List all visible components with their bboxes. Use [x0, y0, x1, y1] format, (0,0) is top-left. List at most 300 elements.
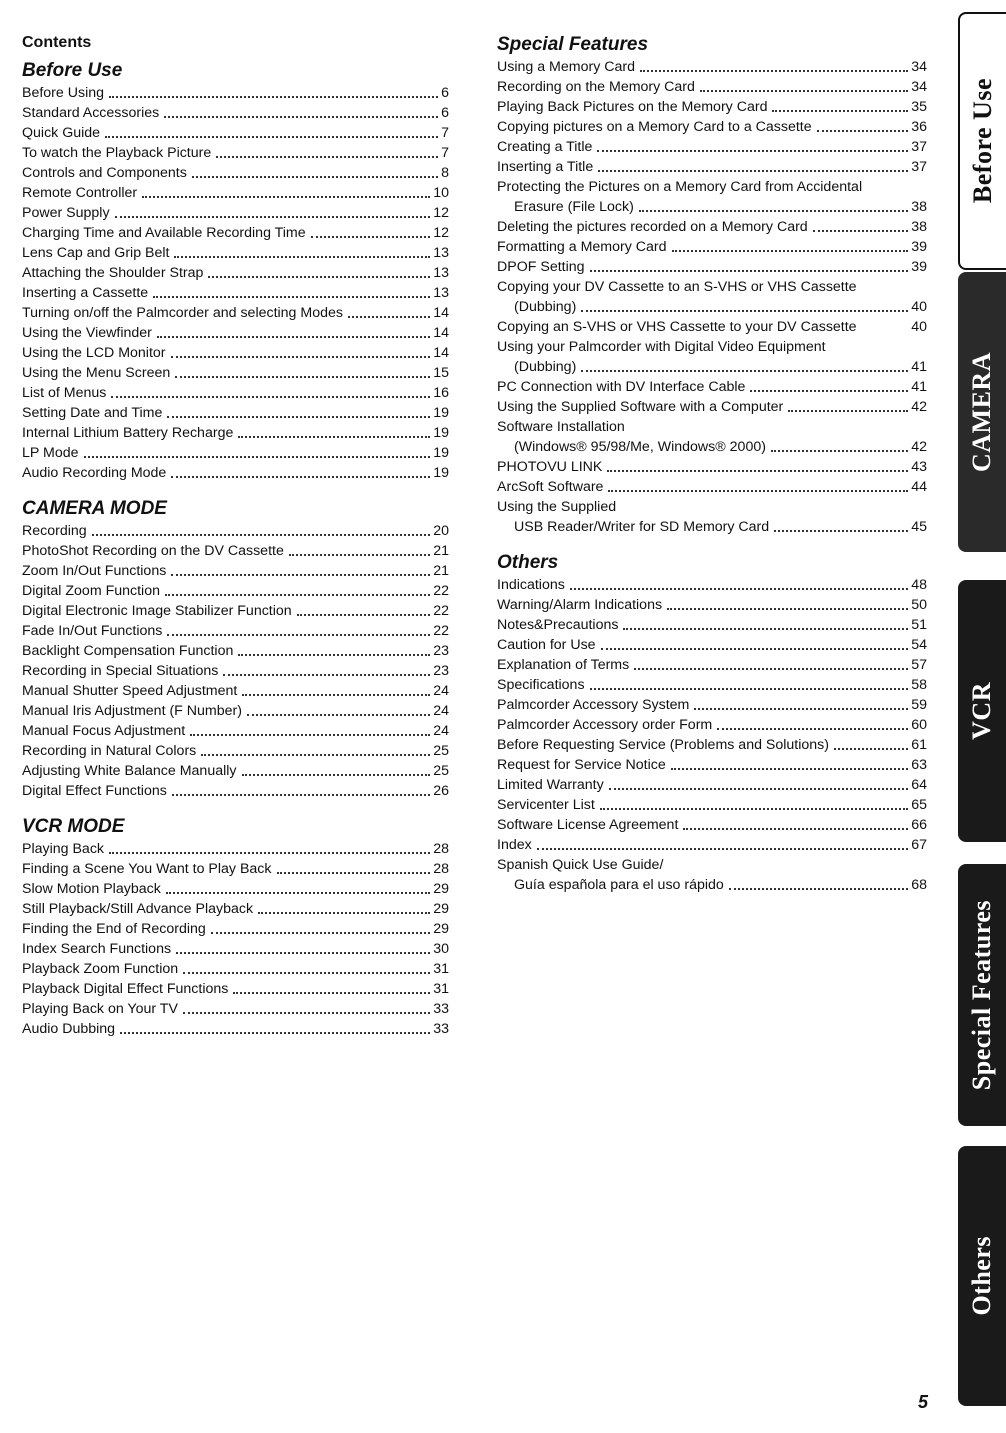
- toc-entry-title: Slow Motion Playback: [22, 881, 161, 897]
- toc-entry-page: 19: [433, 405, 449, 421]
- toc-entry-title: Recording on the Memory Card: [497, 79, 695, 95]
- toc-entry-page: 21: [433, 563, 449, 579]
- dot-leader: [190, 734, 430, 736]
- section-title-before-use: Before Use: [22, 60, 123, 81]
- toc-entry: [22, 721, 449, 741]
- toc-entry-title: Using the Viewfinder: [22, 325, 152, 341]
- toc-entry-title: Playback Digital Effect Functions: [22, 981, 229, 997]
- section-title-special-features: Special Features: [497, 34, 649, 55]
- dot-leader: [817, 130, 909, 132]
- toc-entry: [22, 263, 449, 283]
- toc-entry-page: 41: [911, 359, 927, 375]
- toc-entry: [22, 183, 449, 203]
- tab-vcr: [958, 580, 1006, 842]
- contents-left-column: [22, 33, 449, 1053]
- toc-entry-page: 25: [433, 743, 449, 759]
- section-others: [497, 551, 927, 895]
- toc-entry-title: DPOF Setting: [497, 259, 585, 275]
- toc-entry-title: PhotoShot Recording on the DV Cassette: [22, 543, 284, 559]
- dot-leader: [774, 530, 908, 532]
- toc-entry-page: 54: [911, 637, 927, 653]
- toc-entry: [497, 397, 927, 417]
- toc-entry: [497, 97, 927, 117]
- dot-leader: [216, 156, 438, 158]
- dot-leader: [120, 1032, 430, 1034]
- toc-entry-title: Digital Effect Functions: [22, 783, 167, 799]
- section-special-features: [497, 33, 927, 537]
- toc-entry: [22, 383, 449, 403]
- toc-entry-page: 31: [433, 981, 449, 997]
- toc-entry-page: 48: [911, 577, 927, 593]
- toc-entry-title: Recording in Natural Colors: [22, 743, 197, 759]
- toc-entry-title: Digital Electronic Image Stabilizer Function: [22, 603, 292, 619]
- dot-leader: [238, 654, 430, 656]
- toc-entry: [22, 661, 449, 681]
- toc-entry-page: 34: [911, 59, 927, 75]
- toc-entry-title: Finding a Scene You Want to Play Back: [22, 861, 272, 877]
- toc-entry-page: 22: [433, 583, 449, 599]
- toc-entry-heading: Software Installation: [497, 419, 625, 435]
- toc-entry-title: Manual Shutter Speed Adjustment: [22, 683, 238, 699]
- dot-leader: [157, 336, 430, 338]
- toc-entry: [22, 443, 449, 463]
- toc-entry-title: Using the Menu Screen: [22, 365, 171, 381]
- toc-entry: [497, 357, 927, 377]
- toc-entry-page: 51: [911, 617, 927, 633]
- toc-entry-title: Playing Back: [22, 841, 105, 857]
- toc-entry-page: 23: [433, 663, 449, 679]
- dot-leader: [115, 216, 431, 218]
- toc-entry: [497, 595, 927, 615]
- dot-leader: [590, 270, 909, 272]
- toc-entry: [22, 283, 449, 303]
- toc-entry-title: Copying an S-VHS or VHS Cassette to your DV Cassette: [497, 319, 857, 335]
- toc-entry: [497, 615, 927, 635]
- toc-entry-page: 13: [433, 285, 449, 301]
- toc-entry-page: 33: [433, 1001, 449, 1017]
- toc-entry-page: 59: [911, 697, 927, 713]
- toc-entry-title: Recording in Special Situations: [22, 663, 219, 679]
- toc-entry: [497, 257, 927, 277]
- toc-entry-page: 29: [433, 901, 449, 917]
- toc-entry-title: Turning on/off the Palmcorder and selecting Modes: [22, 305, 343, 321]
- toc-entry-title: Notes&Precautions: [497, 617, 619, 633]
- toc-entry-page: 14: [433, 345, 449, 361]
- toc-entry-page: 63: [911, 757, 927, 773]
- toc-entry-title: Index: [497, 837, 532, 853]
- dot-leader: [258, 912, 430, 914]
- toc-entry-title: ArcSoft Software: [497, 479, 604, 495]
- contents-title: Contents: [22, 34, 92, 51]
- dot-leader: [183, 1012, 430, 1014]
- toc-entry-title: USB Reader/Writer for SD Memory Card: [514, 519, 770, 535]
- toc-entry-title: Specifications: [497, 677, 585, 693]
- toc-entry-title: Recording: [22, 523, 87, 539]
- dot-leader: [201, 754, 430, 756]
- toc-entry-title: Audio Dubbing: [22, 1021, 116, 1037]
- entry-list-others: [497, 575, 927, 895]
- toc-entry-page: 40: [911, 319, 927, 335]
- toc-entry-page: 50: [911, 597, 927, 613]
- toc-entry-page: 44: [911, 479, 927, 495]
- toc-entry-title: Index Search Functions: [22, 941, 172, 957]
- dot-leader: [105, 136, 438, 138]
- section-before-use: [22, 59, 449, 483]
- toc-entry-title: Playback Zoom Function: [22, 961, 179, 977]
- entry-list-vcr-mode: [22, 839, 449, 1039]
- dot-leader: [183, 972, 430, 974]
- toc-entry-title: Internal Lithium Battery Recharge: [22, 425, 234, 441]
- toc-entry-title: Standard Accessories: [22, 105, 160, 121]
- toc-entry: [497, 57, 927, 77]
- dot-leader: [813, 230, 909, 232]
- toc-entry-page: 39: [911, 259, 927, 275]
- toc-entry: [22, 463, 449, 483]
- toc-entry: [22, 203, 449, 223]
- toc-entry: [22, 223, 449, 243]
- toc-entry: [22, 919, 449, 939]
- toc-entry-title: Guía española para el uso rápido: [514, 877, 724, 893]
- toc-entry: [497, 377, 927, 397]
- dot-leader: [153, 296, 430, 298]
- toc-entry-page: 38: [911, 219, 927, 235]
- section-camera-mode: [22, 497, 449, 801]
- toc-entry: [22, 761, 449, 781]
- toc-entry-page: 65: [911, 797, 927, 813]
- toc-entry-title: Erasure (File Lock): [514, 199, 634, 215]
- toc-entry-page: 43: [911, 459, 927, 475]
- toc-entry-page: 16: [433, 385, 449, 401]
- toc-entry-title: LP Mode: [22, 445, 79, 461]
- toc-entry: [497, 77, 927, 97]
- dot-leader: [667, 608, 908, 610]
- toc-entry-title: Before Requesting Service (Problems and Solutions): [497, 737, 829, 753]
- toc-entry-page: 45: [911, 519, 927, 535]
- dot-leader: [277, 872, 431, 874]
- toc-entry-title: Servicenter List: [497, 797, 595, 813]
- toc-entry-title: Setting Date and Time: [22, 405, 163, 421]
- toc-entry: [497, 735, 927, 755]
- toc-entry-page: 20: [433, 523, 449, 539]
- toc-entry-page: 13: [433, 265, 449, 281]
- toc-entry: [22, 403, 449, 423]
- toc-entry-title: Formatting a Memory Card: [497, 239, 667, 255]
- toc-entry-title: Remote Controller: [22, 185, 138, 201]
- toc-entry: [497, 575, 927, 595]
- dot-leader: [297, 614, 431, 616]
- toc-entry: [497, 217, 927, 237]
- dot-leader: [537, 848, 909, 850]
- tab-others: [958, 1146, 1006, 1406]
- toc-entry-page: 19: [433, 445, 449, 461]
- section-title-vcr-mode: VCR MODE: [22, 816, 125, 837]
- toc-entry: [497, 197, 927, 217]
- dot-leader: [348, 316, 430, 318]
- dot-leader: [172, 794, 430, 796]
- dot-leader: [233, 992, 430, 994]
- toc-entry-title: Request for Service Notice: [497, 757, 666, 773]
- toc-entry: [497, 775, 927, 795]
- toc-entry: [497, 477, 927, 497]
- toc-entry: [22, 303, 449, 323]
- toc-entry-page: 41: [911, 379, 927, 395]
- dot-leader: [223, 674, 430, 676]
- toc-entry-title: Palmcorder Accessory order Form: [497, 717, 713, 733]
- toc-entry: [497, 517, 927, 537]
- dot-leader: [289, 554, 430, 556]
- toc-entry: [497, 297, 927, 317]
- toc-entry-page: 10: [433, 185, 449, 201]
- toc-entry: [22, 123, 449, 143]
- entry-list-special-features: [497, 57, 927, 537]
- toc-entry-title: PHOTOVU LINK: [497, 459, 603, 475]
- toc-entry-title: Palmcorder Accessory System: [497, 697, 690, 713]
- toc-entry-title: Deleting the pictures recorded on a Memory Card: [497, 219, 808, 235]
- toc-entry: [497, 795, 927, 815]
- toc-entry-page: 34: [911, 79, 927, 95]
- toc-entry-page: 31: [433, 961, 449, 977]
- toc-entry-title: Inserting a Cassette: [22, 285, 149, 301]
- toc-entry-page: 7: [441, 145, 449, 161]
- toc-entry-page: 42: [911, 439, 927, 455]
- dot-leader: [92, 534, 431, 536]
- tab-camera: [958, 272, 1006, 552]
- dot-leader: [165, 594, 430, 596]
- toc-entry-page: 60: [911, 717, 927, 733]
- entry-list-camera-mode: [22, 521, 449, 801]
- toc-entry: [22, 741, 449, 761]
- tab-label-others: Others: [967, 1236, 996, 1316]
- toc-entry-title: Power Supply: [22, 205, 110, 221]
- dot-leader: [771, 450, 908, 452]
- dot-leader: [623, 628, 908, 630]
- tab-label-camera: CAMERA: [967, 352, 996, 472]
- toc-entry-title: Backlight Compensation Function: [22, 643, 234, 659]
- toc-entry-title: Using a Memory Card: [497, 59, 635, 75]
- toc-entry: [497, 875, 927, 895]
- toc-entry: [497, 457, 927, 477]
- dot-leader: [729, 888, 908, 890]
- dot-leader: [174, 256, 430, 258]
- dot-leader: [311, 236, 431, 238]
- dot-leader: [581, 370, 908, 372]
- toc-entry-page: 12: [433, 205, 449, 221]
- toc-entry: [22, 781, 449, 801]
- toc-entry: [22, 1019, 449, 1039]
- toc-entry: [22, 839, 449, 859]
- toc-entry: [22, 701, 449, 721]
- tab-before-use: [958, 12, 1006, 270]
- toc-entry-page: 33: [433, 1021, 449, 1037]
- toc-entry-page: 21: [433, 543, 449, 559]
- toc-entry-page: 13: [433, 245, 449, 261]
- toc-entry-page: 58: [911, 677, 927, 693]
- toc-entry-title: (Dubbing): [514, 359, 577, 375]
- toc-entry-heading: Spanish Quick Use Guide/: [497, 857, 664, 873]
- toc-entry-title: Playing Back Pictures on the Memory Card: [497, 99, 768, 115]
- dot-leader: [600, 808, 908, 810]
- toc-entry-page: 22: [433, 623, 449, 639]
- toc-entry-title: (Windows® 95/98/Me, Windows® 2000): [514, 439, 766, 455]
- toc-entry-page: 23: [433, 643, 449, 659]
- toc-entry-title: Still Playback/Still Advance Playback: [22, 901, 254, 917]
- dot-leader: [672, 250, 909, 252]
- toc-entry: [497, 695, 927, 715]
- toc-entry-page: 67: [911, 837, 927, 853]
- toc-entry-title: Creating a Title: [497, 139, 593, 155]
- tab-special-features: [958, 864, 1006, 1126]
- toc-entry: [22, 601, 449, 621]
- page-number: 5: [918, 1392, 929, 1412]
- toc-entry-title: Audio Recording Mode: [22, 465, 167, 481]
- toc-entry-page: 22: [433, 603, 449, 619]
- toc-entry-page: 64: [911, 777, 927, 793]
- entry-list-before-use: [22, 83, 449, 483]
- toc-entry-page: 24: [433, 723, 449, 739]
- toc-entry-page: 39: [911, 239, 927, 255]
- dot-leader: [109, 96, 438, 98]
- toc-entry: [22, 899, 449, 919]
- toc-entry-page: 14: [433, 325, 449, 341]
- toc-entry-title: Controls and Components: [22, 165, 187, 181]
- toc-entry-page: 6: [441, 85, 449, 101]
- toc-entry-title: Using the LCD Monitor: [22, 345, 166, 361]
- toc-entry: [22, 423, 449, 443]
- toc-entry-title: Zoom In/Out Functions: [22, 563, 167, 579]
- section-vcr-mode: [22, 815, 449, 1039]
- dot-leader: [176, 952, 430, 954]
- toc-entry-title: Explanation of Terms: [497, 657, 630, 673]
- toc-entry-page: 28: [433, 861, 449, 877]
- toc-entry-heading: Copying your DV Cassette to an S-VHS or VHS Cassette: [497, 279, 857, 295]
- toc-entry-page: 29: [433, 921, 449, 937]
- toc-entry-title: Copying pictures on a Memory Card to a Cassette: [497, 119, 812, 135]
- toc-entry-title: Quick Guide: [22, 125, 101, 141]
- toc-entry: [22, 343, 449, 363]
- toc-entry: [497, 137, 927, 157]
- toc-entry: [22, 83, 449, 103]
- dot-leader: [694, 708, 908, 710]
- dot-leader: [717, 728, 908, 730]
- toc-entry-page: 26: [433, 783, 449, 799]
- dot-leader: [211, 932, 430, 934]
- toc-entry: [22, 521, 449, 541]
- toc-entry: [22, 859, 449, 879]
- dot-leader: [788, 410, 908, 412]
- toc-entry: [497, 117, 927, 137]
- toc-entry-page: 25: [433, 763, 449, 779]
- toc-entry: [22, 541, 449, 561]
- toc-entry-title: List of Menus: [22, 385, 107, 401]
- toc-entry: [22, 103, 449, 123]
- toc-entry-page: 28: [433, 841, 449, 857]
- dot-leader: [167, 634, 430, 636]
- toc-entry-page: 57: [911, 657, 927, 673]
- dot-leader: [609, 788, 909, 790]
- toc-entry-page: 19: [433, 425, 449, 441]
- dot-leader: [683, 828, 908, 830]
- dot-leader: [640, 70, 908, 72]
- dot-leader: [171, 356, 431, 358]
- dot-leader: [111, 396, 430, 398]
- toc-entry-page: 12: [433, 225, 449, 241]
- toc-entry-page: 68: [911, 877, 927, 893]
- toc-entry-page: 8: [441, 165, 449, 181]
- toc-entry: [22, 879, 449, 899]
- tab-label-vcr: VCR: [967, 682, 996, 740]
- toc-entry-page: 29: [433, 881, 449, 897]
- dot-leader: [247, 714, 430, 716]
- toc-entry: [22, 581, 449, 601]
- toc-entry-title: Lens Cap and Grip Belt: [22, 245, 170, 261]
- dot-leader: [597, 150, 908, 152]
- toc-entry-title: Manual Iris Adjustment (F Number): [22, 703, 242, 719]
- toc-entry-title: Warning/Alarm Indications: [497, 597, 663, 613]
- toc-entry: [497, 237, 927, 257]
- toc-entry-heading: Using the Supplied: [497, 499, 617, 515]
- toc-entry-title: Caution for Use: [497, 637, 596, 653]
- toc-entry: [22, 999, 449, 1019]
- toc-entry-page: 19: [433, 465, 449, 481]
- toc-entry: [22, 243, 449, 263]
- dot-leader: [166, 892, 430, 894]
- toc-entry-title: Fade In/Out Functions: [22, 623, 163, 639]
- toc-entry-title: (Dubbing): [514, 299, 577, 315]
- toc-entry-title: Digital Zoom Function: [22, 583, 160, 599]
- toc-entry-title: Software License Agreement: [497, 817, 679, 833]
- dot-leader: [772, 110, 908, 112]
- toc-entry-page: 36: [911, 119, 927, 135]
- toc-entry: [22, 641, 449, 661]
- toc-entry: [497, 655, 927, 675]
- toc-entry-heading: Protecting the Pictures on a Memory Card from Accidental: [497, 179, 863, 195]
- toc-entry-page: 7: [441, 125, 449, 141]
- toc-entry-heading: Using your Palmcorder with Digital Video Equipment: [497, 339, 826, 355]
- dot-leader: [590, 688, 909, 690]
- toc-entry-page: 38: [911, 199, 927, 215]
- toc-entry-title: Before Using: [22, 85, 105, 101]
- toc-entry-title: Attaching the Shoulder Strap: [22, 265, 204, 281]
- dot-leader: [598, 170, 908, 172]
- toc-entry-title: Charging Time and Available Recording Time: [22, 225, 306, 241]
- toc-entry-page: 14: [433, 305, 449, 321]
- toc-entry-title: Inserting a Title: [497, 159, 594, 175]
- toc-entry-title: Manual Focus Adjustment: [22, 723, 186, 739]
- toc-entry: [22, 939, 449, 959]
- toc-entry: [22, 323, 449, 343]
- toc-entry-title: Adjusting White Balance Manually: [22, 763, 237, 779]
- dot-leader: [192, 176, 438, 178]
- dot-leader: [601, 648, 909, 650]
- dot-leader: [164, 116, 438, 118]
- dot-leader: [142, 196, 430, 198]
- tab-label-special-features: Special Features: [967, 899, 996, 1091]
- toc-entry-title: Finding the End of Recording: [22, 921, 206, 937]
- contents-right-column: [497, 33, 927, 909]
- dot-leader: [608, 490, 908, 492]
- toc-entry-title: Limited Warranty: [497, 777, 604, 793]
- dot-leader: [208, 276, 430, 278]
- dot-leader: [109, 852, 430, 854]
- toc-entry-page: 37: [911, 159, 927, 175]
- dot-leader: [175, 376, 430, 378]
- toc-entry: [22, 163, 449, 183]
- toc-entry-title: To watch the Playback Picture: [22, 145, 212, 161]
- toc-entry: [497, 835, 927, 855]
- dot-leader: [242, 694, 430, 696]
- toc-entry-page: 66: [911, 817, 927, 833]
- toc-entry-page: 42: [911, 399, 927, 415]
